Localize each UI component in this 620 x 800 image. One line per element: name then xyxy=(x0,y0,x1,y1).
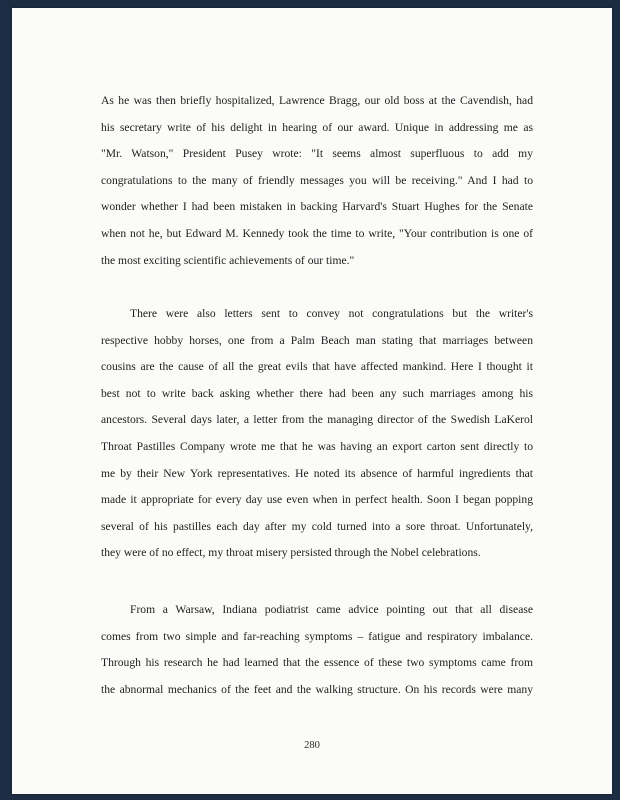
page-number: 280 xyxy=(304,740,320,751)
text-line: wonder whether I had been mistaken in backing Harvard's Stuart Hughes for the Senate xyxy=(101,200,533,214)
text-line: There were also letters sent to convey not congratulations but the writer's xyxy=(130,307,533,320)
text-line: congratulations to the many of friendly messages you will be receiving." And I had to xyxy=(101,173,533,187)
text-line: several of his pastilles each day after my cold turned into a sore throat. Unfortunately, xyxy=(101,519,533,533)
text-line: made it appropriate for every day use even when in perfect health. Soon I began popping xyxy=(101,493,533,507)
text-line: comes from two simple and far-reaching symptoms – fatigue and respiratory imbalance. xyxy=(101,629,533,643)
text-line: From a Warsaw, Indiana podiatrist came advice pointing out that all disease xyxy=(130,603,533,616)
text-line: the abnormal mechanics of the feet and the walking structure. On his records were many xyxy=(101,682,533,696)
text-line: the most exciting scientific achievements of our time." xyxy=(101,253,355,267)
text-line: "Mr. Watson," President Pusey wrote: "It seems almost superfluous to add my xyxy=(101,147,533,161)
paragraph-3 xyxy=(101,597,533,703)
text-line: they were of no effect, my throat misery persisted through the Nobel celebrations. xyxy=(101,546,481,560)
text-line: when not he, but Edward M. Kennedy took the time to write, "Your contribution is one of xyxy=(101,226,533,240)
text-line: respective hobby horses, one from a Palm Beach man stating that marriages between xyxy=(101,333,533,347)
paragraph-1 xyxy=(101,88,533,274)
text-line: me by their New York representatives. He noted its absence of harmful ingredients that xyxy=(101,466,533,480)
text-line: his secretary write of his delight in hearing of our award. Unique in addressing me as xyxy=(101,120,533,134)
text-line: As he was then briefly hospitalized, Lawrence Bragg, our old boss at the Cavendish, had xyxy=(101,94,533,107)
text-line: Throat Pastilles Company wrote me that he was having an export carton sent directly to xyxy=(101,439,533,453)
text-line: Through his research he had learned that the essence of these two symptoms came from xyxy=(101,656,533,670)
text-line: best not to write back asking whether there had been any such marriages among his xyxy=(101,386,533,400)
document-page xyxy=(12,8,612,794)
text-line: ancestors. Several days later, a letter from the managing director of the Swedish LaKerol xyxy=(101,413,533,427)
paragraph-2 xyxy=(101,301,533,567)
text-line: cousins are the cause of all the great evils that have affected mankind. Here I thought it xyxy=(101,360,533,374)
